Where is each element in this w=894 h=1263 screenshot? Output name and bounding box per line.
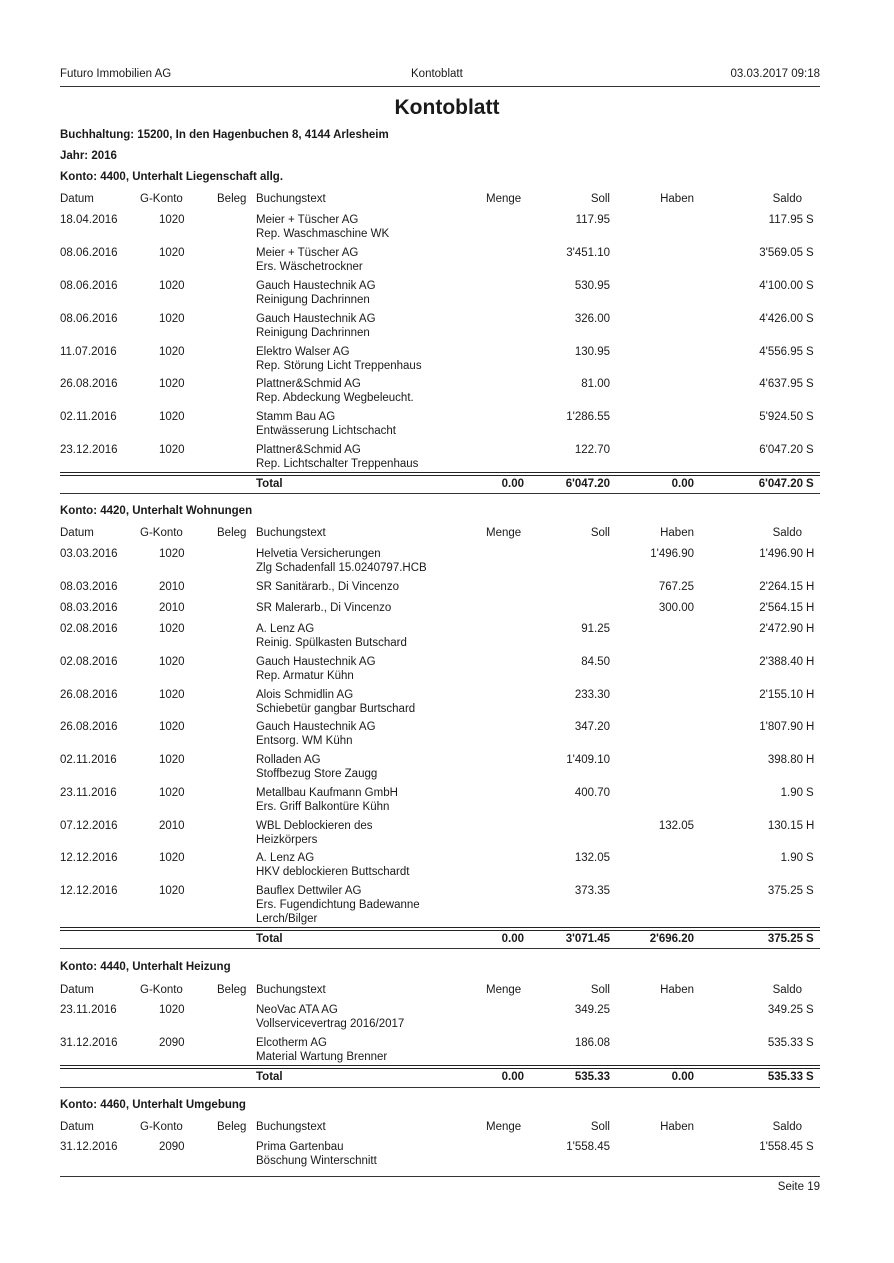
row-saldo: 375.25 — [767, 885, 803, 897]
row-saldo-type: H — [806, 689, 815, 701]
row-saldo: 2'155.10 — [759, 689, 803, 701]
row-gkonto: 1020 — [159, 754, 185, 766]
col-datum: Datum — [60, 1121, 94, 1133]
row-soll: 186.08 — [574, 1037, 610, 1049]
row-saldo: 6'047.20 — [759, 444, 803, 456]
col-buchungstext: Buchungstext — [256, 1121, 326, 1133]
col-buchungstext: Buchungstext — [256, 527, 326, 539]
row-saldo-type: H — [806, 602, 815, 614]
col-datum: Datum — [60, 984, 94, 996]
row-saldo-type: S — [806, 313, 814, 325]
col-soll: Soll — [590, 193, 610, 205]
total-rule — [60, 1065, 820, 1069]
row-saldo-type: S — [806, 346, 814, 358]
row-gkonto: 1020 — [159, 787, 185, 799]
row-text: Prima Gartenbau Böschung Winterschnitt — [256, 1141, 377, 1167]
col-saldo: Saldo — [772, 527, 802, 539]
row-text: Gauch Haustechnik AG Reinigung Dachrinnen — [256, 280, 376, 306]
row-soll: 3'451.10 — [566, 247, 610, 259]
col-datum: Datum — [60, 193, 94, 205]
header-rule — [60, 86, 820, 87]
row-gkonto: 1020 — [159, 247, 185, 259]
total-haben: 2'696.20 — [649, 933, 694, 945]
total-soll: 535.33 — [574, 1071, 610, 1083]
col-gkonto: G-Konto — [140, 527, 183, 539]
row-soll: 91.25 — [581, 623, 610, 635]
row-saldo: 1'558.45 — [759, 1141, 803, 1153]
col-haben: Haben — [660, 193, 694, 205]
col-gkonto: G-Konto — [140, 193, 183, 205]
row-soll: 400.70 — [574, 787, 610, 799]
row-gkonto: 2010 — [159, 602, 185, 614]
col-gkonto: G-Konto — [140, 984, 183, 996]
row-datum: 11.07.2016 — [60, 346, 117, 358]
row-saldo: 4'556.95 — [759, 346, 803, 358]
row-saldo-type: H — [806, 623, 815, 635]
total-saldo: 375.25 — [767, 933, 803, 945]
page-header — [60, 68, 820, 84]
col-buchungstext: Buchungstext — [256, 193, 326, 205]
row-datum: 23.11.2016 — [60, 787, 117, 799]
section-rule — [60, 948, 820, 949]
col-gkonto: G-Konto — [140, 1121, 183, 1133]
total-label: Total — [256, 1071, 283, 1083]
total-soll: 3'071.45 — [565, 933, 610, 945]
row-gkonto: 2010 — [159, 581, 185, 593]
row-gkonto: 1020 — [159, 313, 185, 325]
total-menge: 0.00 — [501, 933, 524, 945]
row-datum: 02.11.2016 — [60, 754, 117, 766]
row-soll: 84.50 — [581, 656, 610, 668]
row-datum: 02.11.2016 — [60, 411, 117, 423]
row-soll: 233.30 — [574, 689, 610, 701]
col-soll: Soll — [590, 527, 610, 539]
section-rule — [60, 493, 820, 494]
row-datum: 12.12.2016 — [60, 852, 118, 864]
row-text: Meier + Tüscher AG Ers. Wäschetrockner — [256, 247, 363, 273]
row-saldo-type: S — [806, 411, 814, 423]
row-datum: 08.06.2016 — [60, 280, 118, 292]
row-text: Gauch Haustechnik AG Rep. Armatur Kühn — [256, 656, 376, 682]
col-menge: Menge — [486, 984, 522, 996]
row-soll: 122.70 — [574, 444, 610, 456]
row-gkonto: 2010 — [159, 820, 185, 832]
row-datum: 08.03.2016 — [60, 602, 118, 614]
row-gkonto: 1020 — [159, 721, 185, 733]
row-saldo-type: S — [806, 852, 814, 864]
row-saldo-type: S — [806, 885, 814, 897]
row-text: Gauch Haustechnik AG Entsorg. WM Kühn — [256, 721, 376, 747]
total-rule — [60, 472, 820, 476]
account-title: Konto: 4440, Unterhalt Heizung — [60, 961, 231, 973]
row-text: A. Lenz AG HKV deblockieren Buttschardt — [256, 852, 410, 878]
row-datum: 31.12.2016 — [60, 1037, 118, 1049]
row-gkonto: 1020 — [159, 214, 185, 226]
row-soll: 373.35 — [574, 885, 610, 897]
row-saldo-type: S — [806, 214, 814, 226]
row-gkonto: 1020 — [159, 280, 185, 292]
col-beleg: Beleg — [217, 193, 247, 205]
col-soll: Soll — [590, 1121, 610, 1133]
row-gkonto: 1020 — [159, 444, 185, 456]
row-saldo-type: S — [806, 280, 814, 292]
row-gkonto: 1020 — [159, 689, 185, 701]
jahr-info: Jahr: 2016 — [60, 150, 117, 162]
col-soll: Soll — [590, 984, 610, 996]
row-datum: 08.06.2016 — [60, 247, 118, 259]
row-datum: 12.12.2016 — [60, 885, 118, 897]
col-haben: Haben — [660, 527, 694, 539]
row-saldo-type: H — [806, 581, 815, 593]
row-saldo-type: S — [806, 787, 814, 799]
row-saldo: 2'388.40 — [759, 656, 803, 668]
buchhaltung-info: Buchhaltung: 15200, In den Hagenbuchen 8, 4144 Arlesheim — [60, 129, 389, 141]
total-haben: 0.00 — [671, 478, 694, 490]
page-number: Seite 19 — [777, 1181, 820, 1193]
row-text: SR Sanitärarb., Di Vincenzo — [256, 581, 399, 593]
row-datum: 23.11.2016 — [60, 1004, 117, 1016]
row-saldo: 349.25 — [767, 1004, 803, 1016]
row-saldo: 535.33 — [767, 1037, 803, 1049]
row-saldo: 130.15 — [767, 820, 803, 832]
row-datum: 26.08.2016 — [60, 378, 118, 390]
row-saldo-type: H — [806, 656, 815, 668]
col-menge: Menge — [486, 1121, 522, 1133]
row-saldo-type: S — [806, 1141, 814, 1153]
row-gkonto: 1020 — [159, 346, 185, 358]
row-saldo-type: S — [806, 1004, 814, 1016]
row-haben: 1'496.90 — [650, 548, 694, 560]
row-saldo: 4'100.00 — [759, 280, 803, 292]
row-saldo: 1.90 — [780, 852, 803, 864]
row-text: Plattner&Schmid AG Rep. Lichtschalter Treppenhaus — [256, 444, 419, 470]
col-haben: Haben — [660, 1121, 694, 1133]
row-gkonto: 1020 — [159, 548, 185, 560]
row-soll: 1'409.10 — [566, 754, 610, 766]
row-haben: 767.25 — [658, 581, 694, 593]
row-datum: 08.06.2016 — [60, 313, 118, 325]
row-soll: 530.95 — [574, 280, 610, 292]
row-datum: 18.04.2016 — [60, 214, 118, 226]
col-buchungstext: Buchungstext — [256, 984, 326, 996]
header-datetime: 03.03.2017 09:18 — [730, 68, 820, 80]
row-saldo-type: S — [806, 247, 814, 259]
col-menge: Menge — [486, 527, 522, 539]
account-title: Konto: 4400, Unterhalt Liegenschaft allg. — [60, 171, 284, 183]
total-rule — [60, 927, 820, 931]
total-soll: 6'047.20 — [565, 478, 610, 490]
row-soll: 347.20 — [574, 721, 610, 733]
row-soll: 1'558.45 — [566, 1141, 610, 1153]
row-text: Gauch Haustechnik AG Reinigung Dachrinnen — [256, 313, 376, 339]
row-saldo: 117.95 — [768, 214, 803, 226]
col-beleg: Beleg — [217, 984, 247, 996]
row-saldo: 398.80 — [767, 754, 803, 766]
row-soll: 130.95 — [574, 346, 610, 358]
col-saldo: Saldo — [772, 984, 802, 996]
row-gkonto: 2090 — [159, 1037, 185, 1049]
total-saldo: 6'047.20 — [758, 478, 803, 490]
row-saldo-type: H — [806, 754, 815, 766]
row-datum: 26.08.2016 — [60, 689, 118, 701]
total-saldo-type: S — [806, 478, 814, 490]
footer-rule — [60, 1176, 820, 1177]
row-text: Helvetia Versicherungen Zlg Schadenfall 15.0240797.HCB — [256, 548, 427, 574]
row-text: Alois Schmidlin AG Schiebetür gangbar Burtschard — [256, 689, 416, 715]
row-datum: 02.08.2016 — [60, 656, 118, 668]
col-beleg: Beleg — [217, 527, 247, 539]
row-saldo: 1'807.90 — [759, 721, 803, 733]
row-saldo-type: H — [806, 548, 815, 560]
row-saldo-type: S — [806, 1037, 814, 1049]
section-rule — [60, 1087, 820, 1088]
row-saldo: 5'924.50 — [759, 411, 803, 423]
total-haben: 0.00 — [671, 1071, 694, 1083]
row-saldo-type: S — [806, 378, 814, 390]
row-text: WBL Deblockieren des Heizkörpers — [256, 820, 373, 846]
account-title: Konto: 4420, Unterhalt Wohnungen — [60, 505, 253, 517]
row-soll: 81.00 — [581, 378, 610, 390]
row-soll: 117.95 — [575, 214, 610, 226]
row-text: Bauflex Dettwiler AG Ers. Fugendichtung Badewanne Lerch/Bilger — [256, 885, 420, 925]
col-saldo: Saldo — [772, 193, 802, 205]
row-saldo: 2'472.90 — [759, 623, 803, 635]
row-haben: 132.05 — [658, 820, 694, 832]
row-datum: 26.08.2016 — [60, 721, 118, 733]
row-soll: 1'286.55 — [566, 411, 610, 423]
total-saldo-type: S — [806, 1071, 814, 1083]
row-text: Metallbau Kaufmann GmbH Ers. Griff Balkontüre Kühn — [256, 787, 398, 813]
total-saldo-type: S — [806, 933, 814, 945]
row-datum: 07.12.2016 — [60, 820, 118, 832]
row-text: SR Malerarb., Di Vincenzo — [256, 602, 392, 614]
col-saldo: Saldo — [772, 1121, 802, 1133]
col-haben: Haben — [660, 984, 694, 996]
row-saldo: 2'264.15 — [759, 581, 803, 593]
row-gkonto: 1020 — [159, 656, 185, 668]
row-gkonto: 1020 — [159, 623, 185, 635]
row-datum: 03.03.2016 — [60, 548, 118, 560]
total-menge: 0.00 — [501, 1071, 524, 1083]
row-text: Elektro Walser AG Rep. Störung Licht Treppenhaus — [256, 346, 422, 372]
total-saldo: 535.33 — [767, 1071, 803, 1083]
row-gkonto: 2090 — [159, 1141, 185, 1153]
row-text: Stamm Bau AG Entwässerung Lichtschacht — [256, 411, 396, 437]
row-saldo: 2'564.15 — [759, 602, 803, 614]
total-label: Total — [256, 478, 283, 490]
row-gkonto: 1020 — [159, 852, 185, 864]
col-menge: Menge — [486, 193, 522, 205]
row-saldo-type: H — [806, 820, 815, 832]
row-datum: 08.03.2016 — [60, 581, 118, 593]
row-saldo: 1'496.90 — [759, 548, 803, 560]
row-datum: 02.08.2016 — [60, 623, 118, 635]
row-gkonto: 1020 — [159, 1004, 185, 1016]
row-gkonto: 1020 — [159, 378, 185, 390]
row-saldo: 4'426.00 — [759, 313, 803, 325]
row-text: Rolladen AG Stoffbezug Store Zaugg — [256, 754, 378, 780]
row-saldo: 1.90 — [780, 787, 803, 799]
row-text: Elcotherm AG Material Wartung Brenner — [256, 1037, 388, 1063]
row-soll: 349.25 — [574, 1004, 610, 1016]
page-title: Kontoblatt — [394, 96, 500, 119]
account-title: Konto: 4460, Unterhalt Umgebung — [60, 1099, 246, 1111]
row-text: NeoVac ATA AG Vollservicevertrag 2016/2017 — [256, 1004, 405, 1030]
header-doc-name: Kontoblatt — [411, 68, 463, 80]
row-text: A. Lenz AG Reinig. Spülkasten Butschard — [256, 623, 407, 649]
row-gkonto: 1020 — [159, 885, 185, 897]
row-saldo: 3'569.05 — [759, 247, 803, 259]
row-text: Plattner&Schmid AG Rep. Abdeckung Wegbeleucht. — [256, 378, 414, 404]
row-text: Meier + Tüscher AG Rep. Waschmaschine WK — [256, 214, 390, 240]
company-name: Futuro Immobilien AG — [60, 68, 172, 80]
row-gkonto: 1020 — [159, 411, 185, 423]
row-datum: 23.12.2016 — [60, 444, 118, 456]
col-beleg: Beleg — [217, 1121, 247, 1133]
total-label: Total — [256, 933, 283, 945]
col-datum: Datum — [60, 527, 94, 539]
row-soll: 326.00 — [574, 313, 610, 325]
row-saldo: 4'637.95 — [759, 378, 803, 390]
row-haben: 300.00 — [658, 602, 694, 614]
row-soll: 132.05 — [574, 852, 610, 864]
row-datum: 31.12.2016 — [60, 1141, 118, 1153]
row-saldo-type: H — [806, 721, 815, 733]
total-menge: 0.00 — [501, 478, 524, 490]
row-saldo-type: S — [806, 444, 814, 456]
